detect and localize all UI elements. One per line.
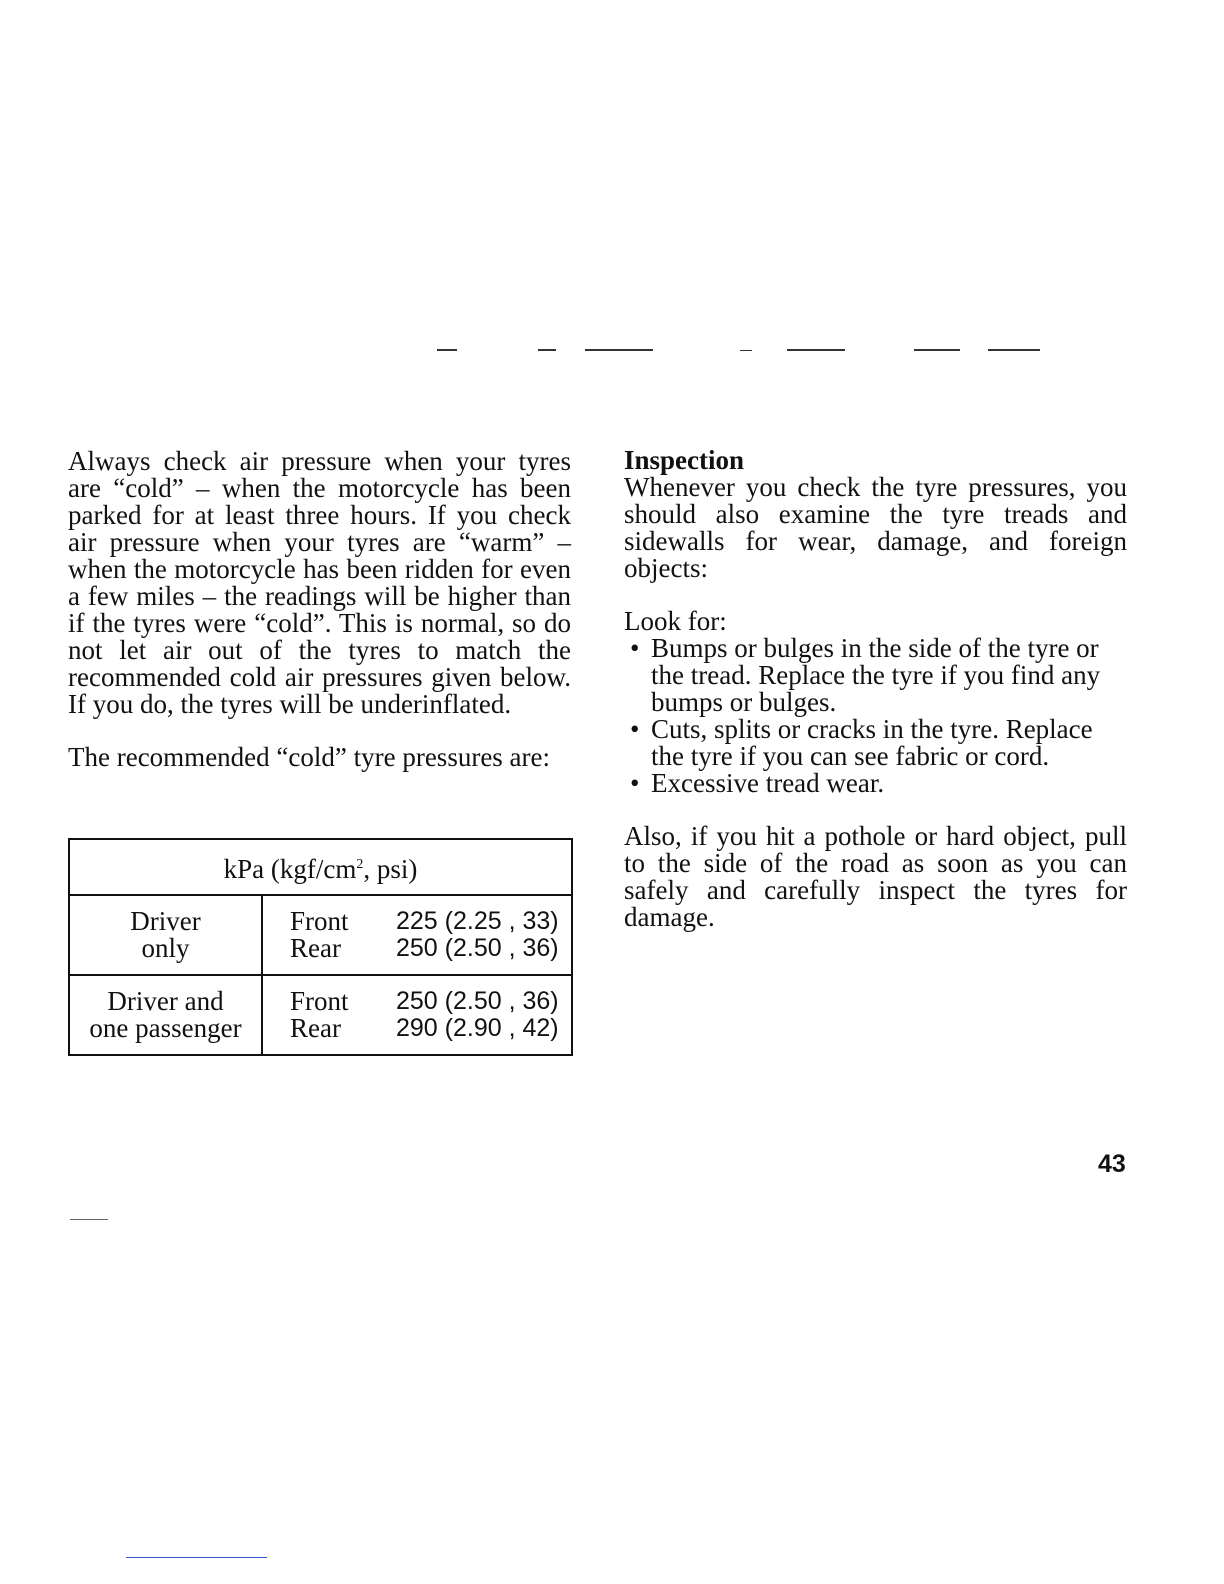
front-value: 225 (2.25 , 33) [396, 907, 559, 935]
front-label: Front [290, 906, 349, 936]
inspection-heading: Inspection [624, 445, 745, 475]
scan-dash [437, 349, 457, 351]
scan-dash [740, 350, 752, 351]
left-column [68, 448, 571, 771]
inspection-intro: Whenever you check the tyre pressures, you should also examine the tyre treads and sidewalls for wear, damage, and foreign objects: [624, 472, 1127, 583]
table-row [69, 975, 572, 1055]
look-for-label: Look for: [624, 606, 727, 636]
front-value: 250 (2.50 , 36) [396, 987, 559, 1015]
table-row [69, 895, 572, 975]
front-label: Front [290, 986, 349, 1016]
scan-dash [70, 1219, 108, 1220]
inspection-list [624, 635, 1127, 797]
rider-cell: Driver and one passenger [69, 975, 262, 1055]
list-item: • Cuts, splits or cracks in the tyre. Replace the tyre if you can see fabric or cord. [630, 714, 1093, 771]
right-column [624, 447, 1127, 931]
scan-dash [787, 349, 845, 351]
bullet-icon: • [630, 714, 640, 744]
rider-cell: Driver only [69, 895, 262, 975]
table-header: kPa ($kgf/cm^2$, psi) [69, 839, 572, 895]
pressure-cell [262, 975, 572, 1055]
scan-dash [988, 349, 1040, 351]
scan-dash [585, 349, 653, 351]
tyre-pressure-table [68, 838, 573, 1056]
page-number: 43 [1098, 1150, 1126, 1178]
pressure-cell [262, 895, 572, 975]
list-item: • Bumps or bulges in the side of the tyre or the tread. Replace the tyre if you find any bumps or bulges. [630, 633, 1101, 717]
table-header-row [69, 839, 572, 895]
scan-dash [914, 349, 960, 351]
scan-dash [538, 349, 556, 351]
list-item: • Excessive tread wear. [630, 768, 885, 798]
rear-label: Rear [290, 933, 341, 963]
rear-value: 290 (2.90 , 42) [396, 1014, 559, 1042]
intro-paragraph: Always check air pressure when your tyres are “cold” – when the motorcycle has been parked for at least three hours. If you check air pressure when your tyres are “warm” – when the motorcycle has been ridden for even a few miles – the readings will be higher than if the tyres were “cold”. This is normal, so do not let air out of the tyres to match the recommended cold air pressures given below. If you do, the tyres will be underinflated. [68, 446, 571, 719]
closing-paragraph: Also, if you hit a pothole or hard object, pull to the side of the road as soon as you can safely and carefully inspect the tyres for damage. [624, 821, 1127, 932]
bullet-icon: • [630, 768, 640, 798]
rear-value: 250 (2.50 , 36) [396, 934, 559, 962]
bullet-icon: • [630, 633, 640, 663]
rear-label: Rear [290, 1013, 341, 1043]
bottom-rule [126, 1557, 267, 1558]
recommended-paragraph: The recommended “cold” tyre pressures are: [68, 742, 551, 772]
